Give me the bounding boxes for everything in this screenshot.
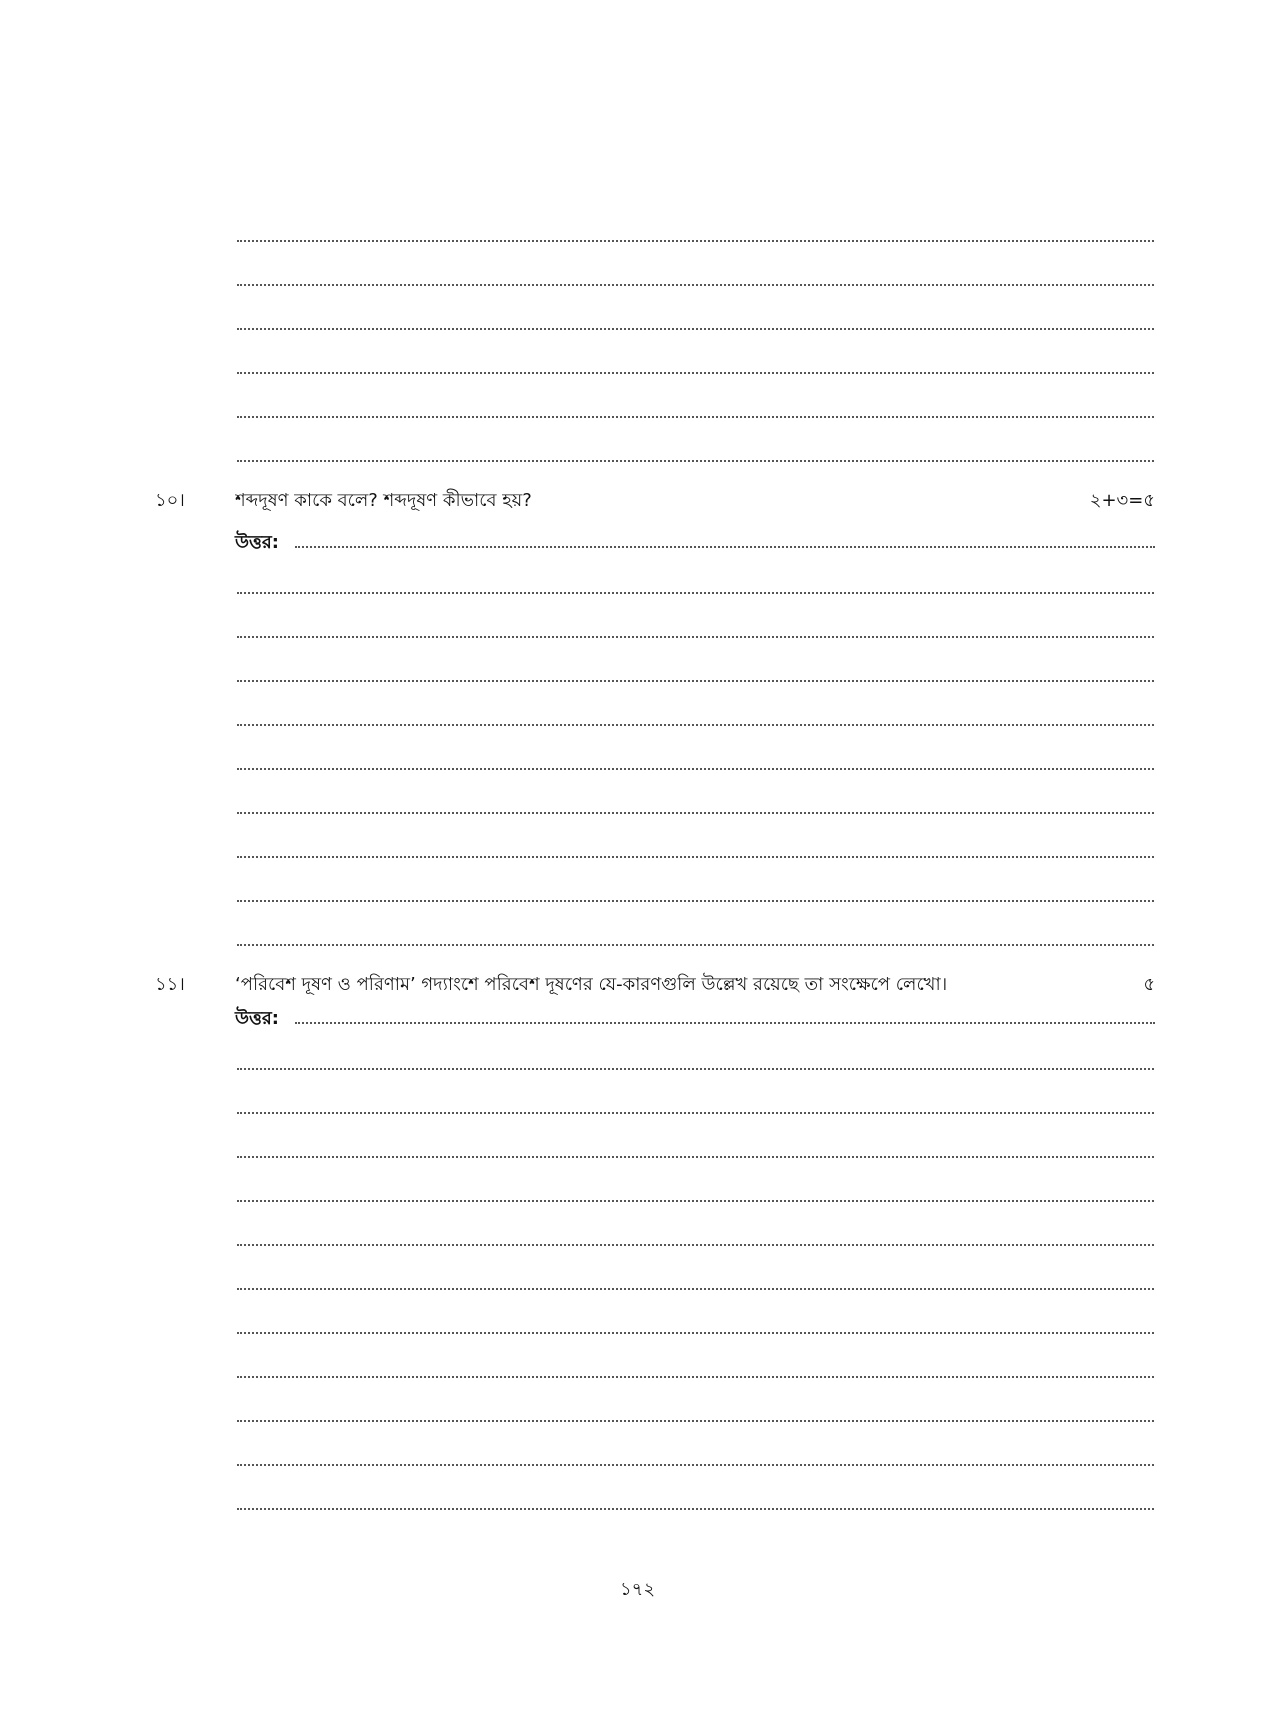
answer-line — [237, 372, 1154, 374]
answer-line — [237, 1156, 1154, 1158]
answer-line — [237, 460, 1154, 462]
question-11 — [155, 970, 1155, 1000]
answer-line — [295, 546, 1155, 548]
answer-line — [237, 944, 1154, 946]
answer-line — [237, 768, 1154, 770]
answer-line — [237, 680, 1154, 682]
answer-line — [237, 1508, 1154, 1510]
answer-line — [237, 328, 1154, 330]
answer-start-11 — [235, 1004, 1155, 1034]
answer-line — [237, 1420, 1154, 1422]
answer-line — [237, 1200, 1154, 1202]
answer-line — [237, 856, 1154, 858]
page-number: ১৭২ — [619, 1579, 656, 1600]
answer-line — [237, 1244, 1154, 1246]
answer-line — [237, 900, 1154, 902]
question-number: ১১। — [155, 974, 185, 995]
answer-start-10 — [235, 528, 1155, 558]
question-number: ১০। — [155, 490, 185, 511]
answer-line — [237, 1376, 1154, 1378]
answer-line — [237, 812, 1154, 814]
answer-line — [237, 636, 1154, 638]
question-marks: ৫ — [1143, 974, 1155, 995]
answer-line — [237, 284, 1154, 286]
question-text: শব্দদূষণ কাকে বলে? শব্দদূষণ কীভাবে হয়? — [235, 490, 532, 511]
answer-line — [237, 1112, 1154, 1114]
question-text: ‘পরিবেশ দূষণ ও পরিণাম’ গদ্যাংশে পরিবেশ দূষণের যে-কারণগুলি উল্লেখ রয়েছে তা সংক্ষেপে লেখো। — [235, 974, 948, 995]
answer-line — [237, 724, 1154, 726]
answer-label: উত্তর: — [235, 528, 285, 558]
answer-line — [237, 240, 1154, 242]
answer-label: উত্তর: — [235, 1004, 285, 1034]
question-marks: ২+৩=৫ — [1089, 490, 1155, 511]
answer-line — [237, 1288, 1154, 1290]
answer-line — [295, 1022, 1155, 1024]
answer-line — [237, 416, 1154, 418]
question-10 — [155, 486, 1155, 516]
answer-line — [237, 592, 1154, 594]
answer-line — [237, 1464, 1154, 1466]
answer-line — [237, 1068, 1154, 1070]
answer-line — [237, 1332, 1154, 1334]
